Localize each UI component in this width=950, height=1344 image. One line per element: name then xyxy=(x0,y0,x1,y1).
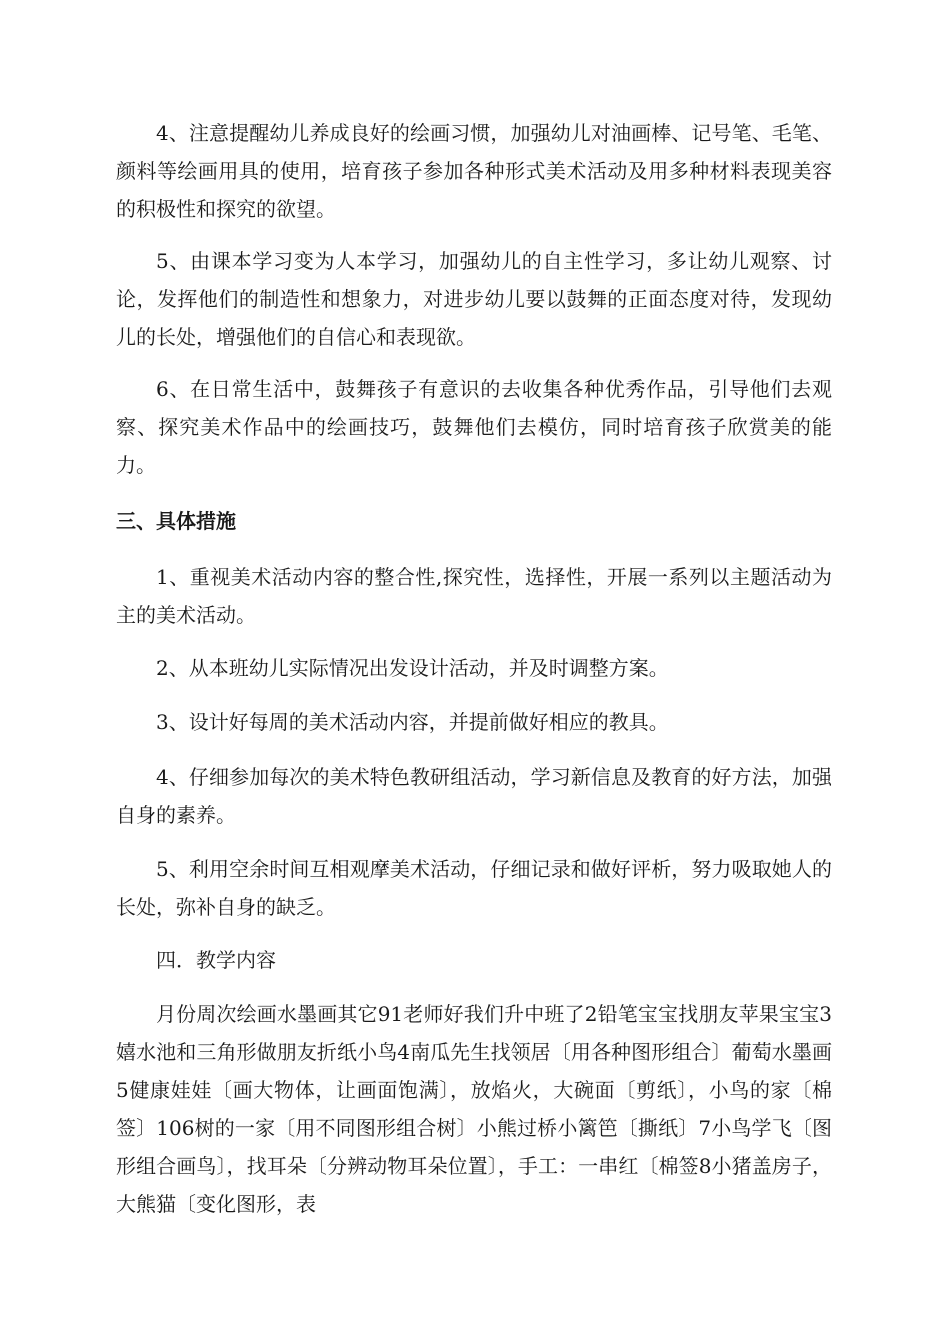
measure-item-3: 3、设计好每周的美术活动内容，并提前做好相应的教具。 xyxy=(156,710,669,734)
section-heading-teaching-content: 四．教学内容 xyxy=(156,948,276,972)
measure-item-1: 1、重视美术活动内容的整合性,探究性，选择性，开展一系列以主题活动为主的美术活动。 xyxy=(116,565,832,627)
measure-item-5: 5、利用空余时间互相观摩美术活动，仔细记录和做好评析，努力吸取她人的长处，弥补自身的缺乏。 xyxy=(116,857,832,919)
paragraph-item-6-collect-works: 6、在日常生活中，鼓舞孩子有意识的去收集各种优秀作品，引导他们去观察、探究美术作品中的绘画技巧，鼓舞他们去模仿，同时培育孩子欣赏美的能力。 xyxy=(116,377,832,477)
measure-item-2: 2、从本班幼儿实际情况出发设计活动，并及时调整方案。 xyxy=(156,656,669,680)
measure-item-4: 4、仔细参加每次的美术特色教研组活动，学习新信息及教育的好方法，加强自身的素养。 xyxy=(116,765,832,827)
teaching-content-paragraph: 月份周次绘画水墨画其它91老师好我们升中班了2铅笔宝宝找朋友苹果宝宝3嬉水池和三角形做朋友折纸小鸟4南瓜先生找领居〔用各种图形组合〕葡萄水墨画5健康娃娃〔画大物体，让画面饱满〕，放焰火，大碗面〔剪纸〕，小鸟的家〔棉签〕106树的一家〔用不同图形组合树〕小熊过桥小篱笆〔撕纸〕7小鸟学飞〔图形组合画鸟〕，找耳朵〔分辨动物耳朵位置〕，手工：一串红〔棉签8小猪盖房子，大熊猫〔变化图形，表 xyxy=(116,1002,832,1216)
paragraph-item-4-painting-habits: 4、注意提醒幼儿养成良好的绘画习惯，加强幼儿对油画棒、记号笔、毛笔、颜料等绘画用具的使用，培育孩子参加各种形式美术活动及用多种材料表现美容的积极性和探究的欲望。 xyxy=(116,121,832,221)
paragraph-item-5-self-learning: 5、由课本学习变为人本学习，加强幼儿的自主性学习，多让幼儿观察、讨论，发挥他们的制造性和想象力，对进步幼儿要以鼓舞的正面态度对待，发现幼儿的长处，增强他们的自信心和表现欲。 xyxy=(116,249,832,349)
section-heading-measures: 三、具体措施 xyxy=(116,509,236,533)
